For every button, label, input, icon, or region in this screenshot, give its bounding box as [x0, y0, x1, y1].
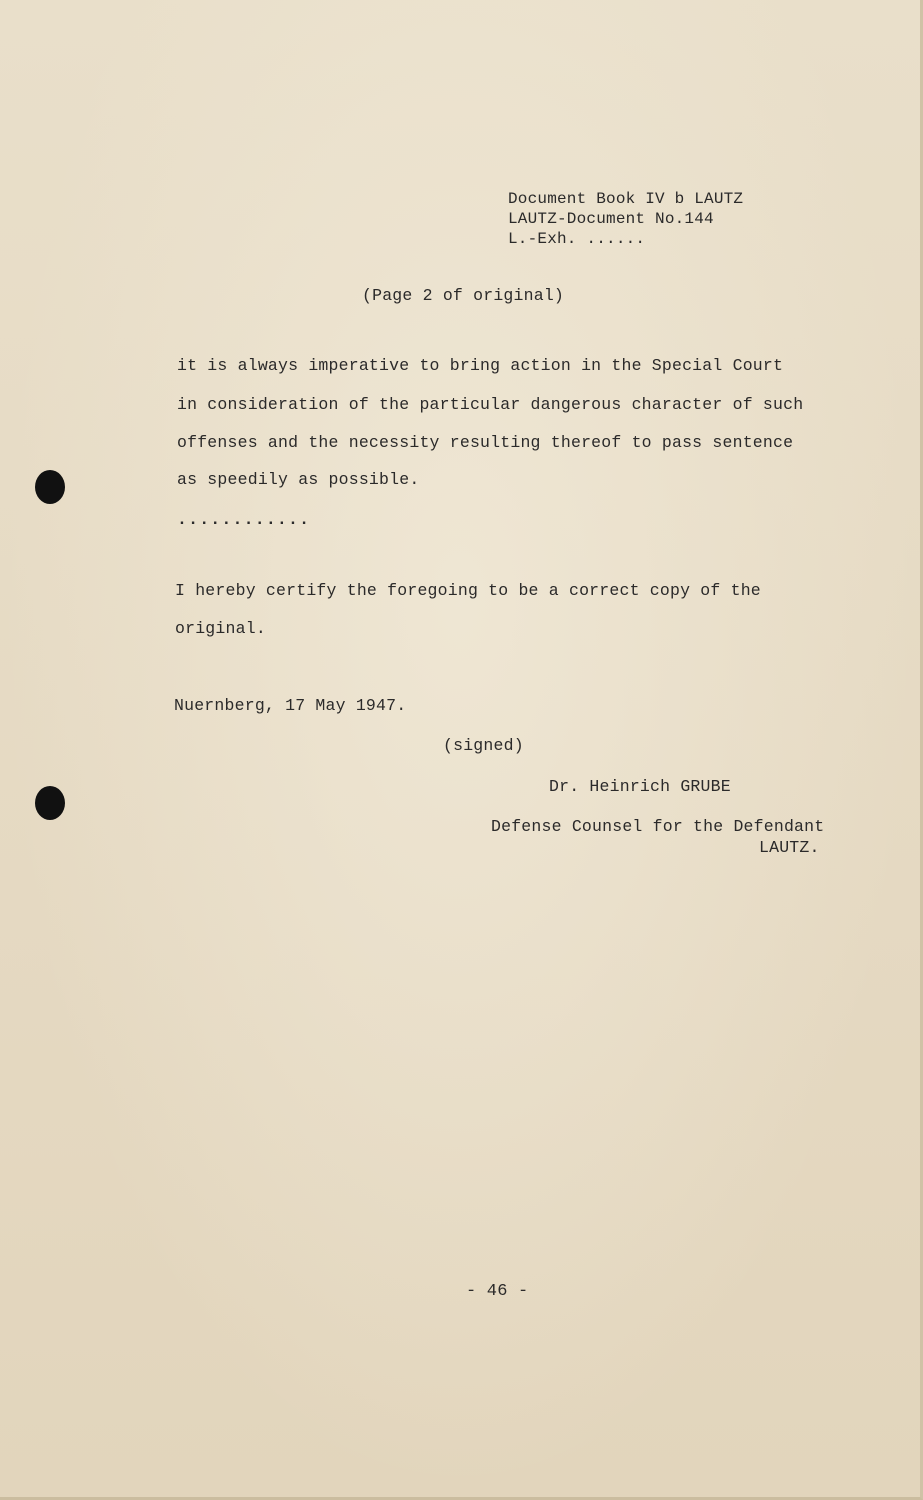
punch-hole: [35, 786, 65, 820]
signatory-name: Dr. Heinrich GRUBE: [549, 777, 731, 796]
signatory-title: Defense Counsel for the Defendant: [491, 817, 825, 836]
paragraph-line: as speedily as possible.: [177, 470, 420, 489]
exhibit-line: L.-Exh. ......: [508, 230, 646, 248]
certification-line: original.: [175, 619, 266, 638]
signed-note: (signed): [443, 736, 524, 755]
place-date: Nuernberg, 17 May 1947.: [174, 696, 407, 715]
page-number: - 46 -: [466, 1282, 529, 1301]
document-number-line: LAUTZ-Document No.144: [508, 210, 714, 228]
certification-line: I hereby certify the foregoing to be a correct copy of the: [175, 581, 761, 600]
document-book-line: Document Book IV b LAUTZ: [508, 190, 744, 208]
punch-hole: [35, 470, 65, 504]
paragraph-line: offenses and the necessity resulting thereof to pass sentence: [177, 433, 794, 452]
omission-dots: ............: [177, 510, 311, 529]
defendant-name: LAUTZ.: [759, 838, 820, 857]
page-subtitle: (Page 2 of original): [362, 286, 565, 305]
paragraph-line: in consideration of the particular dangerous character of such: [177, 395, 804, 414]
paragraph-line: it is always imperative to bring action in the Special Court: [177, 356, 784, 375]
